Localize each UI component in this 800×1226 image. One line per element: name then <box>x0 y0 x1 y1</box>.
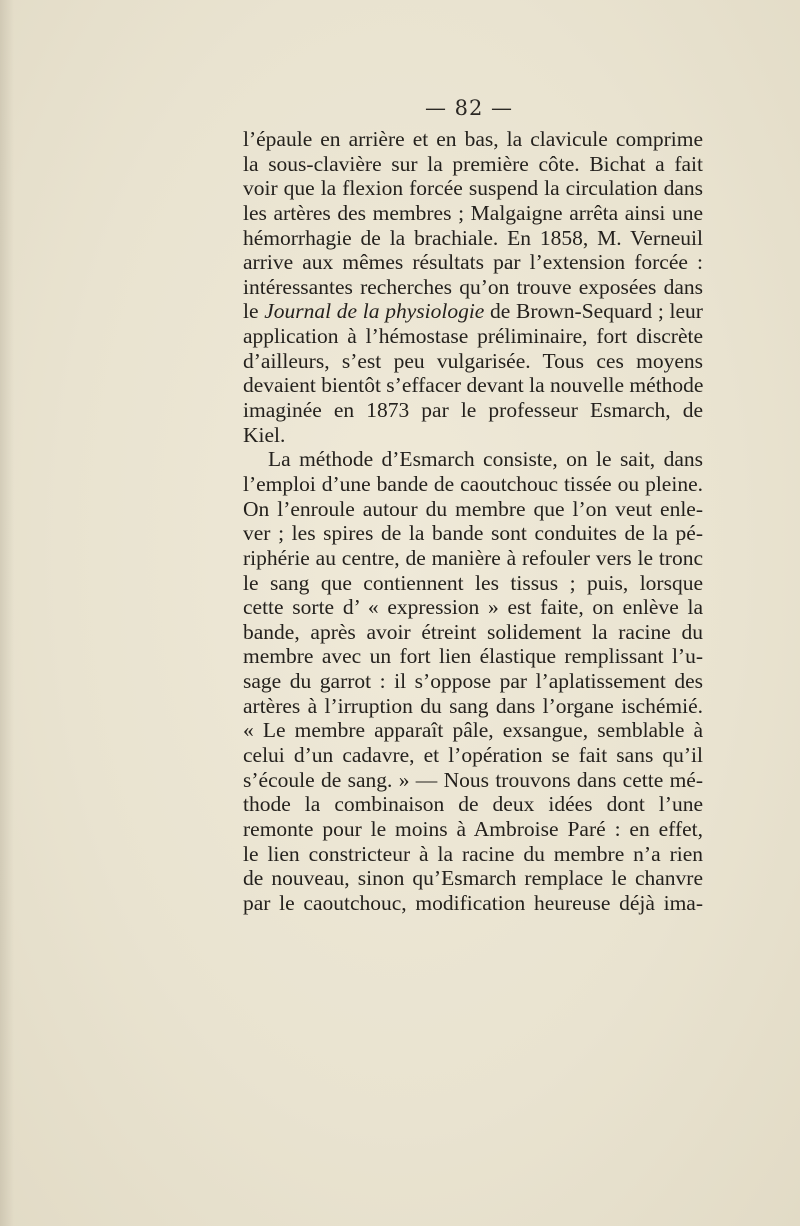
paragraph-2 <box>243 447 703 915</box>
text-line: « Le membre apparaît pâle, exsangue, semblable à <box>243 718 703 743</box>
text-line: imaginée en 1873 par le professeur Esmarch, de <box>243 398 703 423</box>
text-line: On l’enroule autour du membre que l’on veut enle- <box>243 496 703 521</box>
text-line: ver ; les spires de la bande sont conduites de la pé- <box>243 521 703 546</box>
text-line: La méthode d’Esmarch consiste, on le sait, dans <box>268 447 703 472</box>
paragraph-1 <box>243 127 703 447</box>
line-suffix: de Brown-Sequard ; leur <box>484 299 703 324</box>
text-line: cette sorte d’ « expression » est faite, on enlève la <box>243 595 703 620</box>
text-line: de nouveau, sinon qu’Esmarch remplace le chanvre <box>243 866 703 891</box>
body-text <box>243 127 703 916</box>
text-line: bande, après avoir étreint solidement la racine du <box>243 619 703 644</box>
text-line: sage du garrot : il s’oppose par l’aplatissement des <box>243 669 703 694</box>
text-line: hémorrhagie de la brachiale. En 1858, M. Verneuil <box>243 225 703 250</box>
text-line: la sous-clavière sur la première côte. Bichat a fait <box>243 151 703 176</box>
text-line: riphérie au centre, de manière à refouler vers le tronc <box>243 545 703 570</box>
text-line: thode la combinaison de deux idées dont l’une <box>243 792 703 817</box>
text-line: intéressantes recherches qu’on trouve exposées dans <box>243 274 703 299</box>
text-line-with-journal-title <box>243 299 703 324</box>
text-line: s’écoule de sang. » — Nous trouvons dans cette mé- <box>243 767 703 792</box>
text-line: arrive aux mêmes résultats par l’extension forcée : <box>243 250 703 275</box>
line-prefix: le <box>243 299 265 324</box>
text-line: par le caoutchouc, modification heureuse déjà ima- <box>243 890 703 915</box>
page-number: — 82 — <box>424 96 514 120</box>
text-line: l’emploi d’une bande de caoutchouc tissée ou pleine. <box>243 471 703 496</box>
text-line: le lien constricteur à la racine du membre n’a rien <box>243 841 703 866</box>
text-line: membre avec un fort lien élastique remplissant l’u- <box>243 644 703 669</box>
text-line: voir que la flexion forcée suspend la circulation dans <box>243 176 703 201</box>
text-line: application à l’hémostase préliminaire, fort discrète <box>243 324 703 349</box>
text-line: artères à l’irruption du sang dans l’organe ischémié. <box>243 693 703 718</box>
text-line: d’ailleurs, s’est peu vulgarisée. Tous ces moyens <box>243 348 703 373</box>
text-line: Kiel. <box>243 422 286 447</box>
text-line: celui d’un cadavre, et l’opération se fait sans qu’il <box>243 743 703 768</box>
page-edge-shadow <box>0 0 14 1226</box>
text-line: l’épaule en arrière et en bas, la clavicule comprime <box>243 127 703 151</box>
text-line: remonte pour le moins à Ambroise Paré : en effet, <box>243 816 703 841</box>
journal-title: Journal de la physiologie <box>264 299 485 324</box>
text-line: devaient bientôt s’effacer devant la nouvelle méthode <box>243 373 704 398</box>
text-line: les artères des membres ; Malgaigne arrêta ainsi une <box>243 200 703 225</box>
text-line: le sang que contiennent les tissus ; puis, lorsque <box>243 570 703 595</box>
